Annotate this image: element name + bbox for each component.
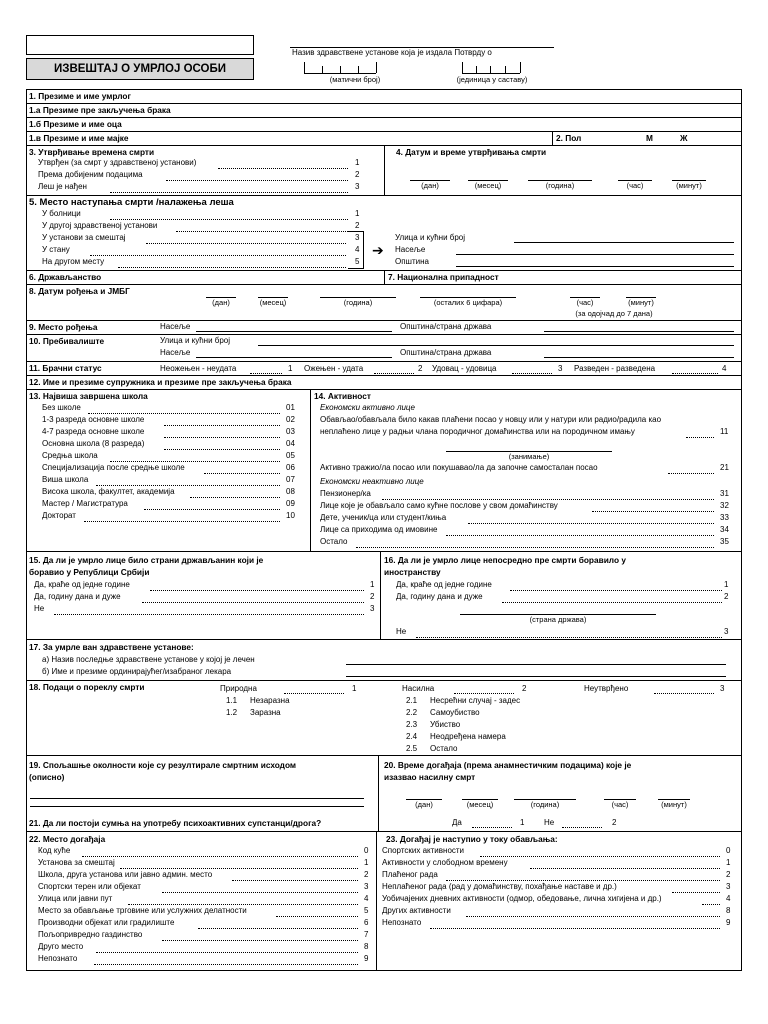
s2-female[interactable]: Ж [680, 133, 688, 143]
s7-label: 7. Национална припадност [388, 272, 499, 282]
s10-opstina-field[interactable] [544, 357, 734, 358]
s18-vio-item[interactable]: Самоубиство [430, 708, 480, 717]
s9-title: 9. Место рођења [29, 322, 98, 332]
s22-item[interactable]: Непознато [38, 954, 78, 963]
s16-item[interactable]: Да, годину дана и дуже [396, 592, 483, 601]
s2-label: 2. Пол [556, 133, 582, 143]
s1b-label: 1.б Презиме и име оца [29, 119, 122, 129]
s15-item[interactable]: Не [34, 604, 45, 613]
s1a-label: 1.а Презиме пре закључења брака [29, 105, 171, 115]
s14-title: 14. Активност [314, 391, 371, 401]
s20-title-line1: 20. Време догађаја (према анамнестичким подацима) које је [384, 760, 632, 770]
s10-naselje-field[interactable] [196, 357, 392, 358]
s13-item[interactable]: Основна школа (8 разреда) [42, 439, 145, 448]
s17-title: 17. За умрле ван здравствене установе: [29, 642, 194, 652]
s15-item[interactable]: Да, годину дана и дуже [34, 592, 121, 601]
s4-mesec: (месец) [474, 181, 502, 190]
s11-option[interactable]: Неожењен - неудата [160, 364, 237, 373]
s23-item[interactable]: Спортских активности [382, 846, 465, 855]
s21-title: 21. Да ли постоји сумња на употребу психоактивних супстанци/дрога? [29, 818, 322, 828]
s14-paid-line2[interactable]: неплаћено лице у радњи члана породичног домаћинства или на породичном имању [320, 427, 635, 436]
s19-title-line2: (описно) [29, 772, 65, 782]
s10-opstina: Општина/страна држава [400, 348, 492, 357]
s3-item[interactable]: Утврђен (за смрт у здравственој установи) [38, 158, 197, 167]
s5-title: 5. Место наступања смрти /налажења леша [29, 197, 234, 208]
s23-item[interactable]: Плаћеног рада [382, 870, 438, 879]
s15-title-line1: 15. Да ли је умрло лице било страни држављанин који је [29, 555, 264, 565]
s18-nasilna[interactable]: Насилна [402, 684, 435, 693]
form-code-box[interactable] [26, 35, 254, 55]
s5-bracket [348, 231, 364, 269]
s21-ne[interactable]: Не [544, 818, 555, 827]
s1v-field[interactable] [160, 132, 550, 145]
s8-godina: (година) [343, 298, 373, 307]
s19-title-line1: 19. Спољашње околности које су резултирале смртним исходом [29, 760, 297, 770]
s15-title-line2: боравио у Републици Србији [29, 567, 150, 577]
s9-naselje: Насеље [160, 322, 191, 331]
s10-ulica: Улица и кућни број [160, 336, 231, 345]
s16-title-line2: иностранству [384, 567, 441, 577]
maticni-broj-label: (матични број) [329, 75, 381, 84]
s16-title-line1: 16. Да ли је умрло лице непосредно пре смрти боравило у [384, 555, 626, 565]
s8-odojcad: (за одојчад до 7 дана) [575, 309, 653, 318]
s20-godina: (година) [530, 800, 560, 809]
s18-prirodna[interactable]: Природна [220, 684, 257, 693]
s13-item[interactable]: 1-3 разреда основне школе [42, 415, 145, 424]
s4-title: 4. Датум и време утврђивања смрти [396, 147, 547, 157]
s20-dan: (дан) [415, 800, 433, 809]
s17-b: б) Име и презиме ординирајућег/изабраног лекара [42, 667, 232, 676]
s5-naselje: Насеље [395, 245, 426, 254]
s22-item[interactable]: Место за обављање трговине или услужних делатности [38, 906, 247, 915]
s12-label: 12. Име и презиме супружника и презиме пре закључења брака [29, 377, 292, 387]
s11-option[interactable]: Удовац - удовица [432, 364, 497, 373]
s1a-field[interactable] [190, 104, 740, 117]
s22-item[interactable]: Улица или јавни пут [38, 894, 113, 903]
s13-item[interactable]: Средња школа [42, 451, 98, 460]
s1v-label: 1.в Презиме и име мајке [29, 133, 129, 143]
s10-ulica-field[interactable] [258, 345, 734, 346]
s16-strana: (страна држава) [529, 615, 587, 624]
s1b-field[interactable] [150, 118, 740, 131]
s5-item[interactable]: У болници [42, 209, 81, 218]
s3-item[interactable]: Леш је нађен [38, 182, 87, 191]
s8-minut: (минут) [628, 298, 654, 307]
s15-item[interactable]: Да, краће од једне године [34, 580, 130, 589]
jedinica-label: (јединица у саставу) [456, 75, 528, 84]
s19-field-line2[interactable] [30, 806, 364, 807]
s5-item[interactable]: На другом месту [42, 257, 105, 266]
s20-mesec: (месец) [466, 800, 494, 809]
s5-item[interactable]: У установи за смештај [42, 233, 126, 242]
s3-item[interactable]: Према добијеним подацима [38, 170, 143, 179]
s16-item[interactable]: Да, краће од једне године [396, 580, 492, 589]
s6-label: 6. Држављанство [29, 272, 102, 282]
s18-nat-item[interactable]: Незаразна [250, 696, 290, 705]
s13-item[interactable]: Висока школа, факултет, академија [42, 487, 175, 496]
s13-item[interactable]: Докторат [42, 511, 76, 520]
s14-item[interactable]: Остало [320, 537, 348, 546]
s13-item[interactable]: Виша школа [42, 475, 89, 484]
s16-ne[interactable]: Не [396, 627, 407, 636]
s13-item[interactable]: Специјализација после средње школе [42, 463, 185, 472]
s23-item[interactable]: Других активности [382, 906, 451, 915]
s11-option[interactable]: Разведен - разведена [574, 364, 656, 373]
s22-item[interactable]: Пољопривредно газдинство [38, 930, 143, 939]
s13-title: 13. Највиша завршена школа [29, 391, 148, 401]
s1-label: 1. Презиме и име умрлог [29, 91, 131, 101]
s5-ulica-field[interactable] [514, 242, 734, 243]
arrow-icon: ➔ [372, 242, 384, 258]
form-title [26, 58, 254, 80]
s1-field[interactable] [180, 90, 740, 103]
s10-title: 10. Пребивалиште [29, 336, 105, 346]
s14-item[interactable]: Дете, ученик/ца или студент/киња [320, 513, 447, 522]
s8-ostalih: (осталих 6 цифара) [433, 298, 503, 307]
s22-item[interactable]: Друго место [38, 942, 84, 951]
s23-item[interactable]: Активности у слободном времену [382, 858, 508, 867]
s8-dan: (дан) [212, 298, 230, 307]
s14-inactive-heading: Економски неактивно лице [320, 477, 424, 486]
s4-cas: (час) [626, 181, 644, 190]
s11-title: 11. Брачни статус [29, 363, 102, 373]
s17-a-field[interactable] [346, 664, 726, 665]
s20-cas: (час) [611, 800, 629, 809]
s18-vio-item[interactable]: Неодређена намера [430, 732, 506, 741]
s23-title: 23. Догађај је наступио у току обављања: [386, 834, 558, 844]
s22-title: 22. Место догађаја [29, 834, 106, 844]
s10-naselje: Насеље [160, 348, 191, 357]
s18-vio-item[interactable]: Остало [430, 744, 458, 753]
s4-dan: (дан) [421, 181, 439, 190]
s19-field-line1[interactable] [30, 798, 364, 799]
s4-godina: (година) [545, 181, 575, 190]
s6-field[interactable] [120, 271, 380, 284]
s14-zanimanje: (занимање) [508, 452, 550, 461]
s11-option[interactable]: Ожењен - удата [304, 364, 364, 373]
s9-naselje-field[interactable] [196, 331, 392, 332]
s21-da[interactable]: Да [452, 818, 462, 827]
s4-minut: (минут) [676, 181, 702, 190]
s5-naselje-field[interactable] [456, 254, 734, 255]
s23-item[interactable]: Непознато [382, 918, 422, 927]
s9-opstina: Општина/страна држава [400, 322, 492, 331]
s9-opstina-field[interactable] [544, 331, 734, 332]
s18-vio-item[interactable]: Убиство [430, 720, 461, 729]
s22-item[interactable]: Установа за смештај [38, 858, 115, 867]
s22-item[interactable]: Спортски терен или објекат [38, 882, 141, 891]
s18-neutvrdjeno[interactable]: Неутврђено [584, 684, 629, 693]
s14-item[interactable]: Лице са приходима од имовине [320, 525, 438, 534]
s8-title: 8. Датум рођења и ЈМБГ [29, 286, 130, 296]
s18-vio-item[interactable]: Несрећни случај - задес [430, 696, 521, 705]
s22-item[interactable]: Код куће [38, 846, 71, 855]
s13-item[interactable]: Мастер / Магистратура [42, 499, 128, 508]
s14-paid-line1[interactable]: Обављао/обављала било какав плаћени посао у новцу или у натури или радио/радила као [320, 415, 662, 424]
s14-item[interactable]: Лице које је обављало само кућне послове у свом домаћинству [320, 501, 558, 510]
s14-active-heading: Економски активно лице [320, 403, 415, 412]
s5-item[interactable]: У другој здравственој установи [42, 221, 158, 230]
s17-b-field[interactable] [346, 676, 726, 677]
s18-nat-item[interactable]: Заразна [250, 708, 281, 717]
s5-ulica: Улица и кућни број [395, 233, 466, 242]
s5-opstina-field[interactable] [456, 266, 734, 267]
s14-item[interactable]: Пензионер/ка [320, 489, 371, 498]
s22-item[interactable]: Производни објекат или градилиште [38, 918, 175, 927]
s20-minut: (минут) [661, 800, 687, 809]
s5-item[interactable]: У стану [42, 245, 70, 254]
s2-male[interactable]: М [646, 133, 653, 143]
s20-title-line2: изазвао насилну смрт [384, 772, 476, 782]
s12-field[interactable] [360, 376, 740, 389]
s23-item[interactable]: Уобичајених дневних активности (одмор, обедовање, лична хигијена и др.) [382, 894, 662, 903]
s22-item[interactable]: Школа, друга установа или јавно админ. место [38, 870, 213, 879]
s18-title: 18. Подаци о пореклу смрти [29, 682, 145, 692]
s3-title: 3. Утврђивање времена смрти [29, 147, 155, 157]
s13-item[interactable]: Без школе [42, 403, 81, 412]
s17-a: а) Назив последње здравствене установе у којој је лечен [42, 655, 255, 664]
s8-mesec: (месец) [259, 298, 287, 307]
form-title-text: ИЗВЕШТАЈ О УМРЛОЈ ОСОБИ [53, 63, 227, 75]
s8-cas: (час) [576, 298, 594, 307]
s13-item[interactable]: 4-7 разреда основне школе [42, 427, 145, 436]
s14-seek[interactable]: Активно тражио/ла посао или покушавао/ла да започне самосталан посао [320, 463, 598, 472]
s7-field[interactable] [530, 271, 740, 284]
s5-opstina: Општина [395, 257, 429, 266]
s23-item[interactable]: Неплаћеног рада (рад у домаћинству, похађање наставе и др.) [382, 882, 617, 891]
institution-label: Назив здравствене установе која је издала Потврду о [292, 48, 492, 57]
